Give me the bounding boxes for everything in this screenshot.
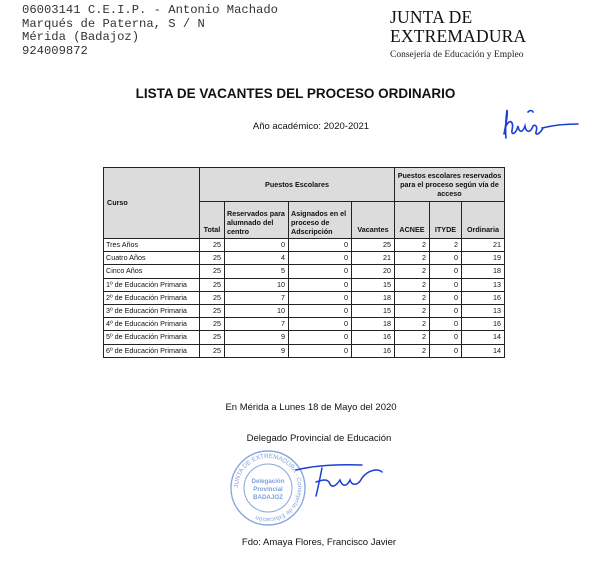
cell-asignados: 0 <box>289 265 352 278</box>
signature-top <box>498 104 582 153</box>
stamp-line-3: BADAJOZ <box>253 494 283 501</box>
cell-asignados: 0 <box>289 304 352 317</box>
table-row <box>104 304 505 317</box>
cell-ityde: 0 <box>430 304 462 317</box>
cell-vacantes: 18 <box>352 291 395 304</box>
cell-acnee: 2 <box>395 304 430 317</box>
cell-reservados: 10 <box>225 304 289 317</box>
cell-curso: 6º de Educación Primaria <box>104 344 200 357</box>
th-vacantes: Vacantes <box>352 202 395 239</box>
school-phone: 924009872 <box>22 43 88 58</box>
cell-vacantes: 25 <box>352 239 395 252</box>
cell-ordinaria: 13 <box>462 304 505 317</box>
th-acnee: ACNEE <box>395 202 430 239</box>
cell-curso: 4º de Educación Primaria <box>104 318 200 331</box>
school-info <box>22 4 278 58</box>
cell-ityde: 2 <box>430 239 462 252</box>
cell-ordinaria: 14 <box>462 331 505 344</box>
vacancies-table <box>103 167 505 358</box>
th-asignados: Asignados en el proceso de Adscripción <box>289 202 352 239</box>
cell-asignados: 0 <box>289 344 352 357</box>
cell-ityde: 0 <box>430 344 462 357</box>
cell-curso: Cuatro Años <box>104 252 200 265</box>
junta-department: Consejería de Educación y Empleo <box>390 50 524 60</box>
cell-reservados: 4 <box>225 252 289 265</box>
academic-year: Año académico: 2020-2021 <box>252 121 370 132</box>
cell-total: 25 <box>200 265 225 278</box>
table-header-row-1 <box>104 168 505 202</box>
cell-acnee: 2 <box>395 252 430 265</box>
signer-name: Fdo: Amaya Flores, Francisco Javier <box>241 537 397 548</box>
stamp-ring-text: JUNTA DE EXTREMADURA · Consejería de Educación <box>232 452 304 524</box>
cell-ityde: 0 <box>430 291 462 304</box>
cell-total: 25 <box>200 344 225 357</box>
cell-total: 25 <box>200 252 225 265</box>
cell-ityde: 0 <box>430 265 462 278</box>
cell-curso: Cinco Años <box>104 265 200 278</box>
school-code-name: 06003141 C.E.I.P. - Antonio Machado <box>22 3 278 17</box>
junta-logo <box>390 8 591 60</box>
cell-acnee: 2 <box>395 291 430 304</box>
cell-ordinaria: 16 <box>462 291 505 304</box>
th-total: Total <box>200 202 225 239</box>
th-puestos-escolares: Puestos Escolares <box>200 168 395 202</box>
junta-name: JUNTA DE EXTREMADURA <box>390 7 527 46</box>
stamp-line-2: Provincial <box>253 486 283 493</box>
table-row <box>104 344 505 357</box>
cell-asignados: 0 <box>289 278 352 291</box>
cell-acnee: 2 <box>395 265 430 278</box>
cell-ordinaria: 14 <box>462 344 505 357</box>
cell-vacantes: 16 <box>352 331 395 344</box>
cell-curso: 2º de Educación Primaria <box>104 291 200 304</box>
cell-vacantes: 21 <box>352 252 395 265</box>
cell-asignados: 0 <box>289 331 352 344</box>
table-row <box>104 252 505 265</box>
th-puestos-reservados: Puestos escolares reservados para el proceso según vía de acceso <box>395 168 505 202</box>
cell-acnee: 2 <box>395 318 430 331</box>
cell-ityde: 0 <box>430 318 462 331</box>
cell-curso: 5º de Educación Primaria <box>104 331 200 344</box>
table-row <box>104 265 505 278</box>
cell-asignados: 0 <box>289 239 352 252</box>
school-city: Mérida (Badajoz) <box>22 30 140 44</box>
place-date: En Mérida a Lunes 18 de Mayo del 2020 <box>225 402 397 413</box>
signature-bottom <box>292 458 384 509</box>
delegate-title: Delegado Provincial de Educación <box>246 433 392 444</box>
cell-vacantes: 15 <box>352 304 395 317</box>
cell-reservados: 5 <box>225 265 289 278</box>
cell-asignados: 0 <box>289 252 352 265</box>
cell-acnee: 2 <box>395 278 430 291</box>
cell-ityde: 0 <box>430 331 462 344</box>
th-ordinaria: Ordinaria <box>462 202 505 239</box>
cell-total: 25 <box>200 278 225 291</box>
cell-reservados: 7 <box>225 318 289 331</box>
cell-asignados: 0 <box>289 291 352 304</box>
cell-total: 25 <box>200 318 225 331</box>
cell-reservados: 0 <box>225 239 289 252</box>
cell-ordinaria: 19 <box>462 252 505 265</box>
cell-ordinaria: 21 <box>462 239 505 252</box>
cell-ordinaria: 16 <box>462 318 505 331</box>
th-curso: Curso <box>104 168 200 239</box>
cell-vacantes: 16 <box>352 344 395 357</box>
cell-vacantes: 20 <box>352 265 395 278</box>
cell-acnee: 2 <box>395 344 430 357</box>
cell-total: 25 <box>200 304 225 317</box>
th-reservados: Reservados para alumnado del centro <box>225 202 289 239</box>
cell-curso: 3º de Educación Primaria <box>104 304 200 317</box>
school-address: Marqués de Paterna, S / N <box>22 16 205 31</box>
th-ityde: ITYDE <box>430 202 462 239</box>
cell-asignados: 0 <box>289 318 352 331</box>
cell-ityde: 0 <box>430 278 462 291</box>
table-row <box>104 318 505 331</box>
cell-reservados: 9 <box>225 331 289 344</box>
cell-reservados: 7 <box>225 291 289 304</box>
table-row <box>104 278 505 291</box>
cell-reservados: 9 <box>225 344 289 357</box>
cell-total: 25 <box>200 331 225 344</box>
cell-curso: 1º de Educación Primaria <box>104 278 200 291</box>
cell-vacantes: 15 <box>352 278 395 291</box>
cell-total: 25 <box>200 291 225 304</box>
cell-ityde: 0 <box>430 252 462 265</box>
document-title: LISTA DE VACANTES DEL PROCESO ORDINARIO <box>135 86 456 101</box>
cell-acnee: 2 <box>395 239 430 252</box>
cell-reservados: 10 <box>225 278 289 291</box>
table-row <box>104 331 505 344</box>
cell-acnee: 2 <box>395 331 430 344</box>
stamp-line-1: Delegación <box>251 478 285 485</box>
cell-vacantes: 18 <box>352 318 395 331</box>
table-row <box>104 239 505 252</box>
cell-curso: Tres Años <box>104 239 200 252</box>
cell-ordinaria: 18 <box>462 265 505 278</box>
table-row <box>104 291 505 304</box>
cell-ordinaria: 13 <box>462 278 505 291</box>
cell-total: 25 <box>200 239 225 252</box>
